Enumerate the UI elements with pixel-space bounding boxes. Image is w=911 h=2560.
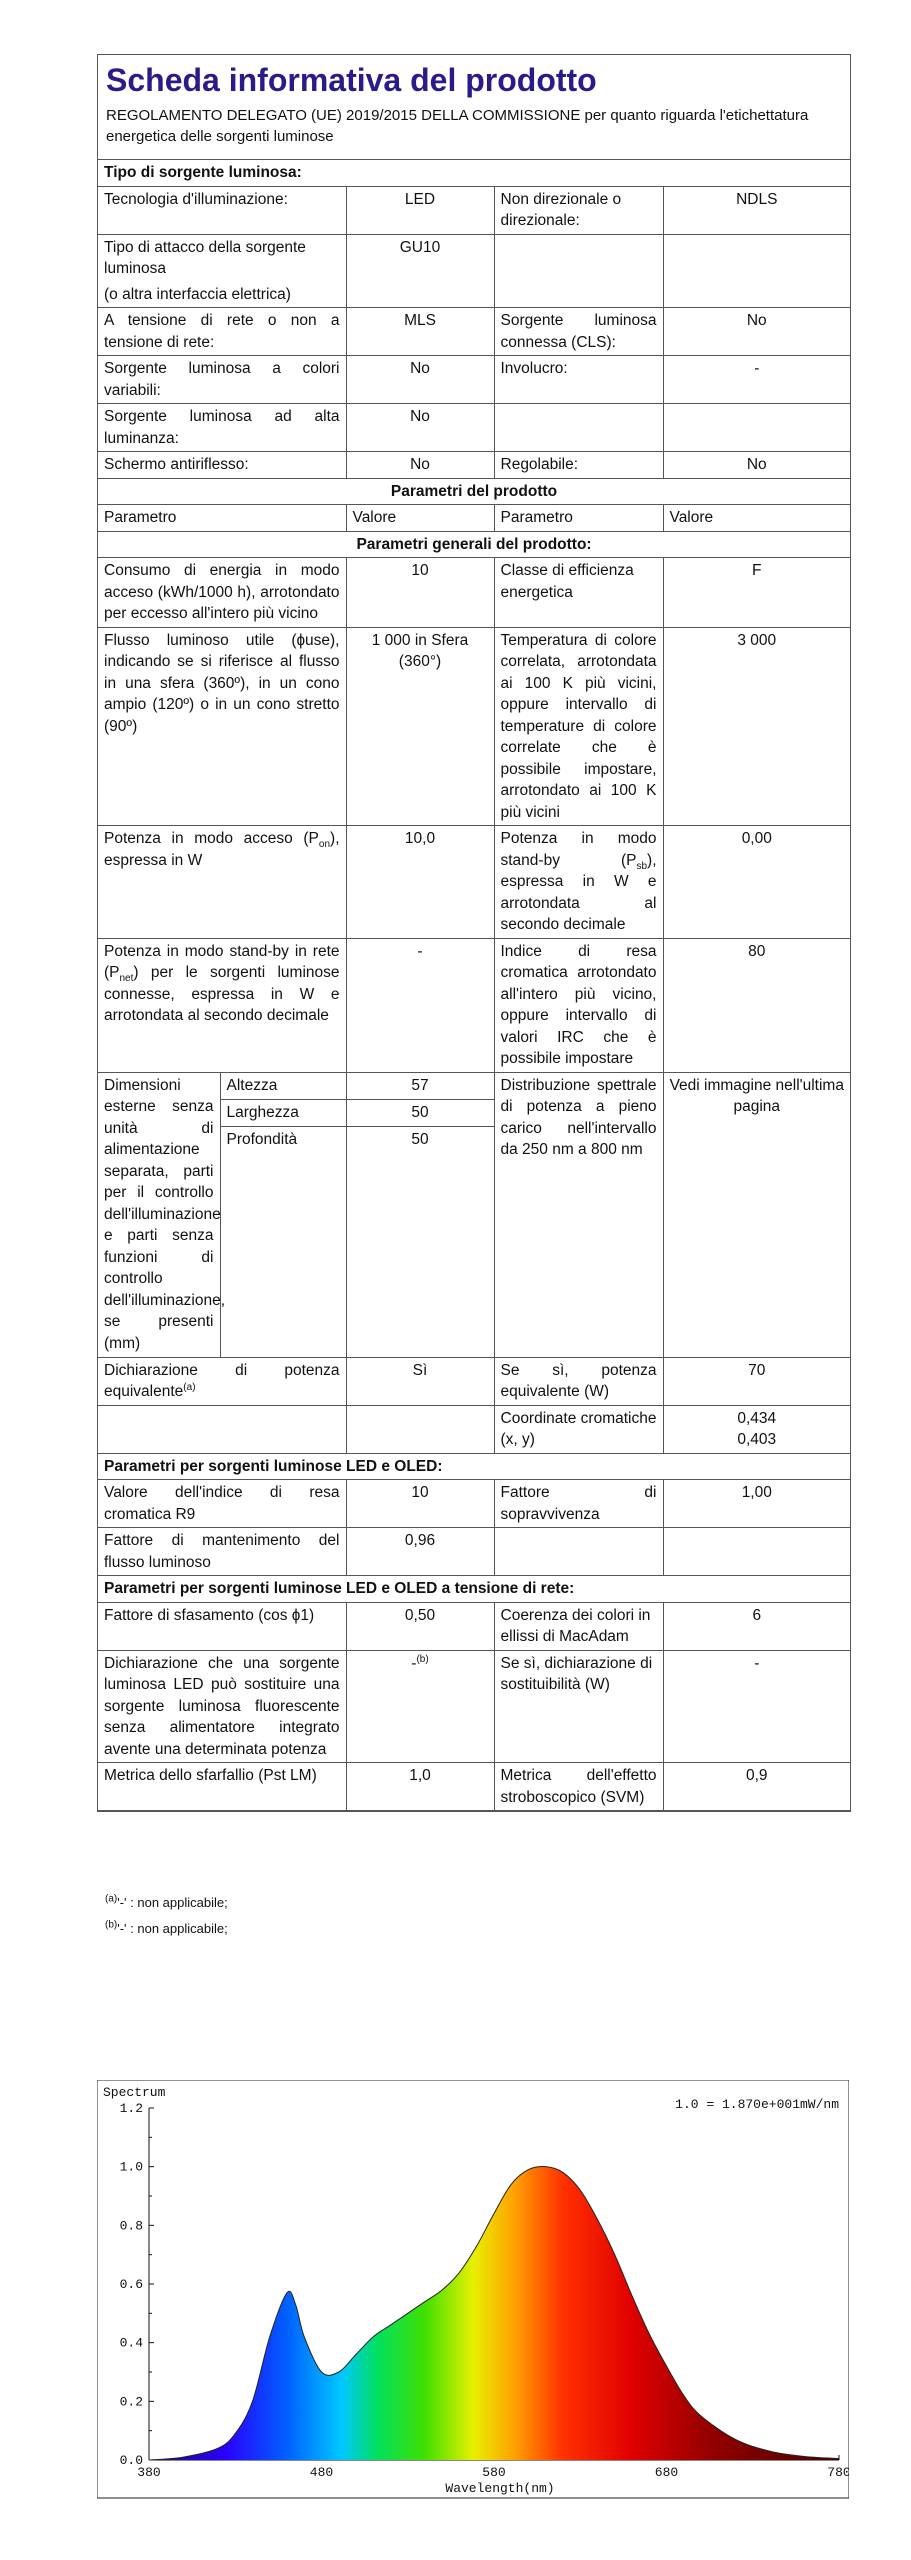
footnotes bbox=[105, 1890, 228, 1942]
table-row bbox=[98, 558, 850, 628]
col-header-value: Valore bbox=[346, 505, 494, 532]
flux-label: Flusso luminoso utile (ɸuse), indicando se si riferisce al flusso in una sfera (360º), in un cono ampio (120º) o in un cono stretto (90º) bbox=[98, 627, 346, 826]
r9-label: Valore dell'indice di resa cromatica R9 bbox=[98, 1480, 346, 1528]
empty-cell bbox=[346, 1405, 494, 1453]
pnet-label bbox=[98, 938, 346, 1072]
cap-cell bbox=[98, 234, 346, 308]
colour-tunable-value: No bbox=[346, 356, 494, 404]
psb-value: 0,00 bbox=[663, 826, 850, 939]
spd-label: Distribuzione spettrale di potenza a pieno carico nell'intervallo da 250 nm a 800 nm bbox=[494, 1072, 663, 1357]
x-tick-label: 680 bbox=[654, 2465, 679, 2480]
high-luminance-label: Sorgente luminosa ad alta luminanza: bbox=[98, 404, 346, 452]
section-light-source-type bbox=[98, 160, 850, 186]
psb-label bbox=[494, 826, 663, 939]
width-value: 50 bbox=[347, 1100, 494, 1127]
colour-tunable-label: Sorgente luminosa a colori variabili: bbox=[98, 356, 346, 404]
replace-value-text: - bbox=[411, 1654, 417, 1672]
depth-label: Profondità bbox=[226, 1130, 298, 1148]
dimensions-subtable bbox=[98, 1073, 346, 1357]
pst-label: Metrica dello sfarfallio (Pst LM) bbox=[98, 1763, 346, 1811]
cri-label: Indice di resa cromatica arrotondato all'intero più vicino, oppure intervallo di valori IRC che è possibile impostare bbox=[494, 938, 663, 1072]
table-row bbox=[98, 404, 850, 452]
height-label: Altezza bbox=[220, 1073, 346, 1100]
info-table bbox=[98, 160, 850, 1811]
r9-value: 10 bbox=[346, 1480, 494, 1528]
survival-label: Fattore di sopravvivenza bbox=[494, 1480, 663, 1528]
equiv-label-text: Dichiarazione di potenza equivalente bbox=[104, 1361, 340, 1400]
table-row bbox=[98, 1405, 850, 1453]
product-info-sheet bbox=[97, 54, 851, 1812]
replace-footnote-mark: (b) bbox=[416, 1653, 429, 1665]
height-value: 57 bbox=[347, 1073, 494, 1100]
table-row bbox=[98, 356, 850, 404]
pnet-subscript: net bbox=[119, 973, 134, 985]
empty-cell bbox=[494, 1528, 663, 1576]
pf-label: Fattore di sfasamento (cos ɸ1) bbox=[98, 1602, 346, 1650]
directional-value: NDLS bbox=[663, 186, 850, 234]
high-luminance-value: No bbox=[346, 404, 494, 452]
cap-note: (o altra interfaccia elettrica) bbox=[104, 285, 291, 303]
table-row bbox=[98, 1763, 850, 1811]
table-row bbox=[98, 186, 850, 234]
pon-label-text: ), espressa in W bbox=[104, 830, 340, 869]
table-row bbox=[98, 1650, 850, 1763]
section-heading: Parametri del prodotto bbox=[98, 478, 850, 505]
cri-value: 80 bbox=[663, 938, 850, 1072]
cap-label: Tipo di attacco della sorgente luminosa bbox=[104, 238, 306, 277]
antiglare-label: Schermo antiriflesso: bbox=[98, 452, 346, 479]
pst-value: 1,0 bbox=[346, 1763, 494, 1811]
y-tick-label: 0.4 bbox=[119, 2335, 143, 2351]
dimmable-label: Regolabile: bbox=[494, 452, 663, 479]
pf-value: 0,50 bbox=[346, 1602, 494, 1650]
envelope-label: Involucro: bbox=[494, 356, 663, 404]
pon-label bbox=[98, 826, 346, 939]
survival-value: 1,00 bbox=[663, 1480, 850, 1528]
col-header-param: Parametro bbox=[98, 505, 346, 532]
psb-subscript: sb bbox=[636, 860, 648, 872]
section-led-oled bbox=[98, 1453, 850, 1480]
section-heading: Parametri per sorgenti luminose LED e OLED a tensione di rete: bbox=[98, 1576, 850, 1603]
table-row bbox=[98, 234, 850, 308]
energy-label: Consumo di energia in modo acceso (kWh/1000 h), arrotondato per eccesso all'intero più vicino bbox=[98, 558, 346, 628]
column-header-row bbox=[98, 505, 850, 532]
pon-value: 10,0 bbox=[346, 826, 494, 939]
footnote-text: '-' : non applicabile; bbox=[117, 1895, 228, 1910]
table-row bbox=[98, 938, 850, 1072]
table-row bbox=[98, 1602, 850, 1650]
table-row bbox=[98, 308, 850, 356]
footnote-text: '-' : non applicabile; bbox=[117, 1921, 228, 1936]
chroma-value bbox=[663, 1405, 850, 1453]
dimmable-value: No bbox=[663, 452, 850, 479]
macadam-value: 6 bbox=[663, 1602, 850, 1650]
empty-cell bbox=[663, 404, 850, 452]
empty-cell bbox=[98, 1405, 346, 1453]
antiglare-value: No bbox=[346, 452, 494, 479]
maintenance-label: Fattore di mantenimento del flusso luminoso bbox=[98, 1528, 346, 1576]
directional-label: Non direzionale o direzionale: bbox=[494, 186, 663, 234]
x-tick-label: 380 bbox=[137, 2465, 161, 2480]
x-tick-label: 780 bbox=[827, 2465, 849, 2480]
y-tick-label: 0.2 bbox=[119, 2394, 143, 2410]
spectrum-svg bbox=[97, 2080, 849, 2500]
mains-value: MLS bbox=[346, 308, 494, 356]
table-row bbox=[98, 1357, 850, 1405]
footnote-b bbox=[105, 1916, 228, 1942]
empty-cell bbox=[663, 1528, 850, 1576]
connected-value: No bbox=[663, 308, 850, 356]
section-heading: Parametri generali del prodotto: bbox=[98, 531, 850, 558]
sheet-header bbox=[98, 55, 850, 160]
pnet-value: - bbox=[346, 938, 494, 1072]
cap-value: GU10 bbox=[346, 234, 494, 308]
chart-title: Spectrum bbox=[103, 2085, 166, 2100]
efficiency-value: F bbox=[663, 558, 850, 628]
cct-value: 3 000 bbox=[663, 627, 850, 826]
empty-cell bbox=[494, 404, 663, 452]
psb-label-text: Potenza in modo stand-by (P bbox=[500, 830, 657, 869]
y-tick-label: 0.6 bbox=[119, 2277, 143, 2292]
chroma-y: 0,403 bbox=[737, 1431, 777, 1448]
replace-power-value: - bbox=[663, 1650, 850, 1763]
dimensions-label: Dimensioni esterne senza unità di alimentazione separata, parti per il controllo dell'illuminazione e parti senza funzioni di controllo dell'illuminazione, se presenti (mm) bbox=[98, 1073, 220, 1357]
x-tick-label: 480 bbox=[309, 2465, 334, 2480]
table-row bbox=[98, 826, 850, 939]
pnet-label-text: Potenza in modo stand-by in rete (P bbox=[104, 942, 340, 981]
maintenance-value: 0,96 bbox=[346, 1528, 494, 1576]
replace-label: Dichiarazione che una sorgente luminosa LED può sostituire una sorgente luminosa fluorescente senza alimentatore integrato avente una determinata potenza bbox=[98, 1650, 346, 1763]
connected-label: Sorgente luminosa connessa (CLS): bbox=[494, 308, 663, 356]
section-heading: Parametri per sorgenti luminose LED e OLED: bbox=[98, 1453, 850, 1480]
x-axis-label: Wavelength(nm) bbox=[445, 2481, 555, 2496]
section-general-parameters bbox=[98, 531, 850, 558]
table-row bbox=[98, 1480, 850, 1528]
page-title: Scheda informativa del prodotto bbox=[106, 62, 597, 98]
section-heading: Tipo di sorgente luminosa: bbox=[98, 160, 850, 186]
psb-label-text: ), espressa in W e arrotondata al secondo decimale bbox=[500, 851, 657, 933]
regulation-text: REGOLAMENTO DELEGATO (UE) 2019/2015 DELLA COMMISSIONE per quanto riguarda l'etichettatura energetica delle sorgenti luminose bbox=[106, 107, 809, 145]
footnote-mark: (b) bbox=[105, 1919, 118, 1931]
table-row bbox=[98, 1072, 850, 1357]
col-header-param: Parametro bbox=[494, 505, 663, 532]
section-led-oled-mains bbox=[98, 1576, 850, 1603]
mains-label: A tensione di rete o non a tensione di rete: bbox=[98, 308, 346, 356]
chroma-x: 0,434 bbox=[737, 1409, 777, 1427]
flux-value: 1 000 in Sfera (360°) bbox=[346, 627, 494, 826]
footnote-mark: (a) bbox=[105, 1893, 118, 1905]
dimensions-values-cell bbox=[346, 1072, 494, 1357]
y-tick-label: 0.8 bbox=[119, 2218, 143, 2234]
replace-value bbox=[346, 1650, 494, 1763]
y-tick-label: 1.0 bbox=[119, 2159, 143, 2175]
envelope-value: - bbox=[663, 356, 850, 404]
y-tick-label: 0.0 bbox=[119, 2453, 143, 2468]
y-tick-label: 1.2 bbox=[119, 2101, 143, 2116]
table-row bbox=[98, 627, 850, 826]
equiv-power-label: Se sì, potenza equivalente (W) bbox=[494, 1357, 663, 1405]
x-tick-label: 580 bbox=[482, 2465, 506, 2480]
spectrum-area bbox=[149, 2167, 839, 2460]
spectrum-chart bbox=[97, 2080, 849, 2500]
plot-area bbox=[120, 2101, 849, 2480]
replace-power-label: Se sì, dichiarazione di sostituibilità (W) bbox=[494, 1650, 663, 1763]
table-row bbox=[98, 452, 850, 479]
width-label: Larghezza bbox=[220, 1099, 346, 1126]
technology-label: Tecnologia d'illuminazione: bbox=[98, 186, 346, 234]
footnote-a bbox=[105, 1890, 228, 1916]
svm-value: 0,9 bbox=[663, 1763, 850, 1811]
svm-label: Metrica dell'effetto stroboscopico (SVM) bbox=[494, 1763, 663, 1811]
pon-label-text: Potenza in modo acceso (P bbox=[104, 830, 319, 847]
equiv-power-value: 70 bbox=[663, 1357, 850, 1405]
equiv-label bbox=[98, 1357, 346, 1405]
depth-value: 50 bbox=[411, 1130, 429, 1148]
empty-cell bbox=[494, 234, 663, 308]
spd-value: Vedi immagine nell'ultima pagina bbox=[663, 1072, 850, 1357]
empty-cell bbox=[663, 234, 850, 308]
dimensions-cell bbox=[98, 1072, 346, 1357]
section-product-parameters bbox=[98, 478, 850, 505]
pnet-label-text: ) per le sorgenti luminose connesse, espressa in W e arrotondata al secondo decimale bbox=[104, 964, 340, 1024]
technology-value: LED bbox=[346, 186, 494, 234]
pon-subscript: on bbox=[318, 839, 331, 851]
equiv-value: Sì bbox=[346, 1357, 494, 1405]
col-header-value: Valore bbox=[663, 505, 850, 532]
energy-value: 10 bbox=[346, 558, 494, 628]
table-row bbox=[98, 1528, 850, 1576]
cct-label: Temperatura di colore correlata, arrotondata ai 100 K più vicini, oppure intervallo di temperature di colore correlate che è possibile impostare, arrotondato ai 100 K più vicini bbox=[494, 627, 663, 826]
chart-annotation: 1.0 = 1.870e+001mW/nm bbox=[675, 2097, 839, 2112]
equiv-footnote-mark: (a) bbox=[183, 1381, 196, 1393]
macadam-label: Coerenza dei colori in ellissi di MacAdam bbox=[494, 1602, 663, 1650]
efficiency-label: Classe di efficienza energetica bbox=[494, 558, 663, 628]
chroma-label: Coordinate cromatiche (x, y) bbox=[494, 1405, 663, 1453]
